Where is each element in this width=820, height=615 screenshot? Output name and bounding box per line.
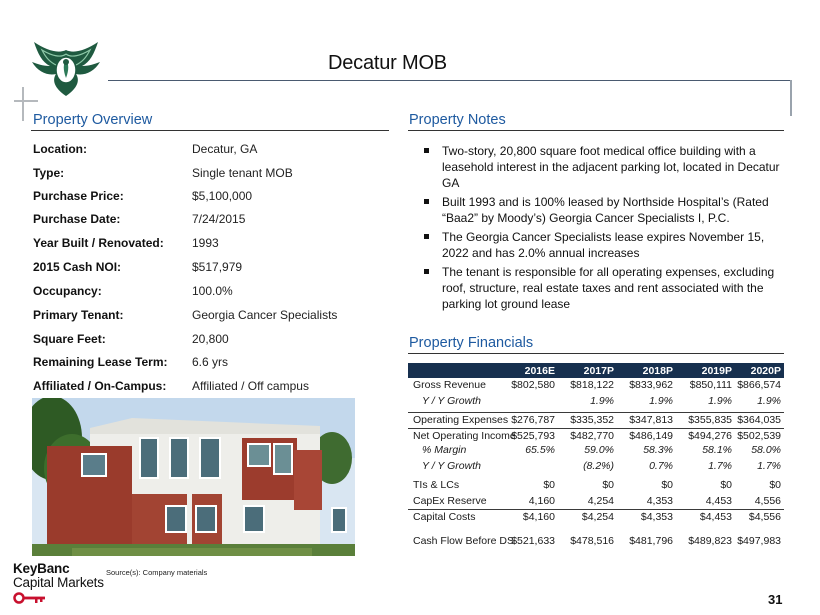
financials-section-rule	[408, 353, 784, 354]
table-cell: $521,633	[511, 534, 555, 547]
table-cell: 4,254	[587, 494, 614, 507]
table-cell: $489,823	[688, 534, 732, 547]
table-cell: $0	[661, 479, 673, 491]
table-cell: $481,796	[629, 534, 673, 547]
row-label: Operating Expenses	[413, 414, 509, 426]
table-cell: 4,160	[528, 494, 555, 507]
note-item	[424, 264, 784, 312]
overview-row-primary-tenant	[33, 308, 393, 324]
note-text: The Georgia Cancer Specialists lease expires November 15, 2022 and has 2.0% annual increases	[442, 230, 765, 260]
notes-list	[424, 143, 784, 315]
note-item	[424, 229, 784, 261]
table-cell: 1.9%	[590, 394, 614, 407]
overview-row-location	[33, 142, 393, 158]
overview-row-occupancy	[33, 284, 393, 300]
column-header: 2018P	[642, 365, 673, 377]
overview-label: Square Feet:	[33, 332, 106, 346]
overview-label: Occupancy:	[33, 284, 102, 298]
note-text: Built 1993 and is 100% leased by Northside Hospital’s (Rated “Baa2” by Moody’s) Georgia Cancer Specialists I, P.C.	[442, 195, 769, 225]
note-item	[424, 143, 784, 191]
key-icon	[13, 591, 47, 603]
table-cell: $0	[543, 479, 555, 491]
column-header: 2017P	[583, 365, 614, 377]
table-cell: $818,122	[570, 379, 614, 391]
table-cell: 1.9%	[708, 394, 732, 407]
table-cell: $866,574	[737, 379, 781, 391]
table-cell: $802,580	[511, 379, 555, 391]
table-cell: $494,276	[688, 429, 732, 442]
table-cell: $833,962	[629, 379, 673, 391]
right-border-accent	[790, 80, 792, 116]
table-cell: $364,035	[737, 414, 781, 426]
table-cell: $0	[720, 479, 732, 491]
table-cell: $497,983	[737, 534, 781, 547]
table-cell: $502,539	[737, 429, 781, 442]
page-title: Decatur MOB	[328, 52, 447, 74]
source-note: Source(s): Company materials	[106, 568, 208, 577]
table-cell: 58.0%	[751, 444, 781, 456]
corner-mark-vertical	[22, 87, 24, 121]
table-row	[408, 459, 784, 475]
overview-label: Location:	[33, 142, 87, 156]
table-cell: 1.9%	[649, 394, 673, 407]
overview-row-lease-term	[33, 355, 393, 371]
table-row	[408, 494, 784, 510]
overview-value: 7/24/2015	[192, 212, 246, 226]
table-cell: 4,453	[705, 494, 732, 507]
table-cell: $4,160	[522, 511, 555, 523]
note-item	[424, 194, 784, 226]
row-label: CapEx Reserve	[413, 494, 487, 507]
table-cell: $4,254	[581, 511, 614, 523]
column-header: 2016E	[524, 365, 555, 377]
overview-value: Georgia Cancer Specialists	[192, 308, 338, 322]
table-cell: $347,813	[629, 414, 673, 426]
brand-subtitle: Capital Markets	[13, 575, 104, 590]
table-cell: 4,353	[646, 494, 673, 507]
table-cell: 0.7%	[649, 459, 673, 472]
overview-value: Single tenant MOB	[192, 166, 293, 180]
table-cell: $355,835	[688, 414, 732, 426]
table-cell: $4,556	[748, 511, 781, 523]
row-label: Y / Y Growth	[422, 459, 481, 472]
corner-mark-horizontal	[14, 100, 38, 102]
row-label: TIs & LCs	[413, 479, 460, 491]
overview-value: $517,979	[192, 260, 243, 274]
bullet-icon	[424, 199, 429, 204]
table-cell: $4,453	[699, 511, 732, 523]
financials-table	[408, 363, 784, 549]
notes-section-title: Property Notes	[409, 112, 506, 128]
overview-row-affiliated	[33, 379, 393, 395]
table-cell: $276,787	[511, 414, 555, 426]
overview-label: Remaining Lease Term:	[33, 355, 168, 369]
brand-name: KeyBanc	[13, 561, 70, 576]
row-label: Capital Costs	[413, 511, 476, 523]
row-label: Gross Revenue	[413, 379, 486, 391]
overview-row-type	[33, 166, 393, 182]
table-cell: $478,516	[570, 534, 614, 547]
row-label: Cash Flow Before DS	[413, 534, 514, 547]
eagle-crest-logo	[28, 40, 104, 98]
table-row	[408, 428, 784, 444]
overview-value: 100.0%	[192, 284, 233, 298]
table-cell: 58.3%	[643, 444, 673, 456]
overview-label: Type:	[33, 166, 65, 180]
table-cell: $0	[602, 479, 614, 491]
row-label: Y / Y Growth	[422, 394, 481, 407]
table-cell: 4,556	[754, 494, 781, 507]
bullet-icon	[424, 269, 429, 274]
table-cell: $0	[769, 479, 781, 491]
overview-label: 2015 Cash NOI:	[33, 260, 122, 274]
table-cell: 1.9%	[757, 394, 781, 407]
overview-row-purchase-date	[33, 212, 393, 228]
table-row	[408, 378, 784, 394]
table-row	[408, 509, 784, 525]
overview-label: Primary Tenant:	[33, 308, 124, 322]
overview-section-title: Property Overview	[33, 112, 153, 128]
table-row	[408, 534, 784, 550]
table-row	[408, 394, 784, 410]
overview-row-cash-noi	[33, 260, 393, 276]
bullet-icon	[424, 148, 429, 153]
overview-row-year-built	[33, 236, 393, 252]
table-cell: $4,353	[640, 511, 673, 523]
notes-section-rule	[408, 130, 784, 131]
table-cell: $525,793	[511, 429, 555, 442]
overview-value: 6.6 yrs	[192, 355, 229, 369]
column-header: 2020P	[750, 365, 781, 377]
overview-value: $5,100,000	[192, 189, 253, 203]
overview-value: Decatur, GA	[192, 142, 258, 156]
row-label: Net Operating Income	[413, 429, 516, 442]
table-cell: 59.0%	[584, 444, 614, 456]
overview-value: Affiliated / Off campus	[192, 379, 309, 393]
bullet-icon	[424, 234, 429, 239]
table-cell: 1.7%	[708, 459, 732, 472]
table-row	[408, 412, 784, 428]
table-cell: (8.2%)	[583, 459, 614, 472]
table-cell: $850,111	[689, 379, 732, 391]
note-text: Two-story, 20,800 square foot medical office building with a leasehold interest in the adjacent parking lot, located in Decatur GA	[442, 144, 780, 190]
table-row	[408, 478, 784, 494]
table-cell: $335,352	[570, 414, 614, 426]
table-cell: $482,770	[570, 429, 614, 442]
overview-value: 20,800	[192, 332, 229, 346]
row-label: % Margin	[422, 444, 467, 456]
financials-section-title: Property Financials	[409, 335, 534, 351]
table-row	[408, 443, 784, 459]
title-divider	[108, 80, 790, 81]
table-cell: 1.7%	[757, 459, 781, 472]
overview-value: 1993	[192, 236, 219, 250]
note-text: The tenant is responsible for all operating expenses, excluding roof, structure, real estate taxes and rent associated with the parking lot ground lease	[442, 265, 775, 311]
table-cell: $486,149	[629, 429, 673, 442]
overview-label: Affiliated / On-Campus:	[33, 379, 167, 393]
table-header	[408, 363, 784, 378]
overview-label: Purchase Date:	[33, 212, 121, 226]
column-header: 2019P	[701, 365, 732, 377]
building-photo	[32, 398, 355, 556]
overview-section-rule	[31, 130, 389, 131]
overview-label: Year Built / Renovated:	[33, 236, 164, 250]
overview-row-square-feet	[33, 332, 393, 348]
overview-label: Purchase Price:	[33, 189, 124, 203]
overview-row-purchase-price	[33, 189, 393, 205]
table-cell: 65.5%	[525, 444, 555, 456]
page-number: 31	[768, 592, 783, 607]
table-cell: 58.1%	[702, 444, 732, 456]
